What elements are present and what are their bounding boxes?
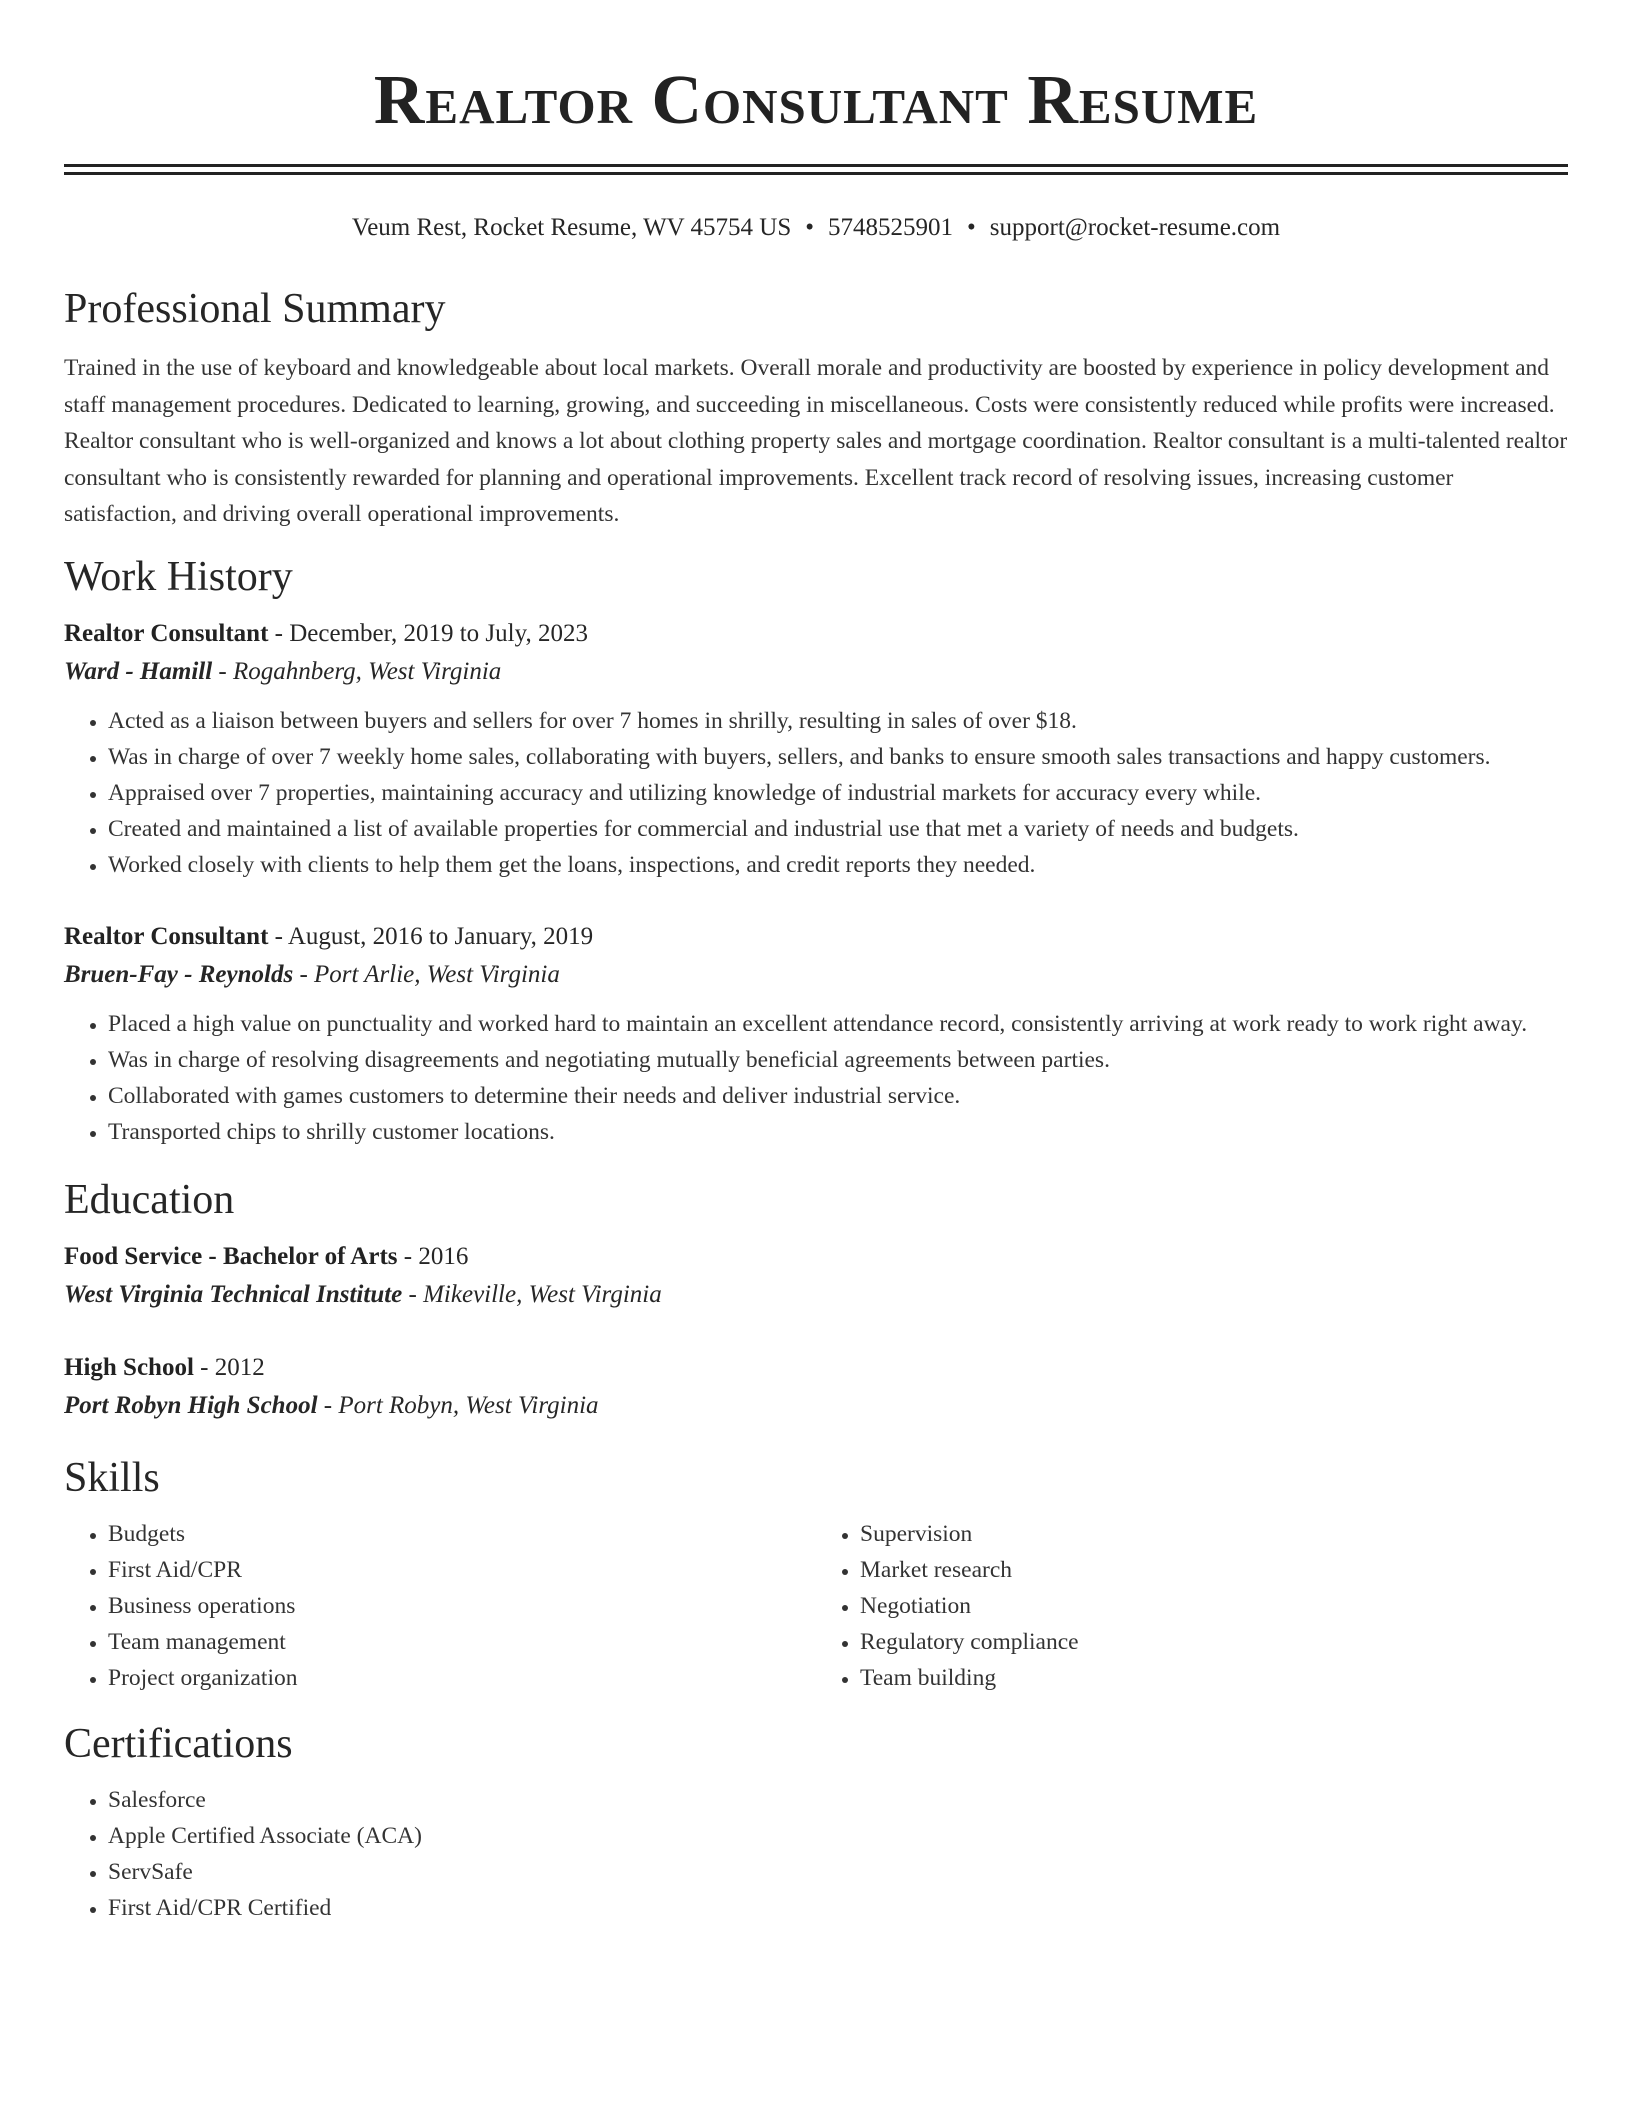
degree: High School xyxy=(64,1353,194,1381)
degree-year: - 2012 xyxy=(193,1353,265,1381)
job-dates: - August, 2016 to January, 2019 xyxy=(268,922,594,950)
list-item: • Team management xyxy=(108,1624,816,1660)
list-item: • ServSafe xyxy=(108,1854,1568,1890)
contact-phone: 5748525901 xyxy=(828,214,954,241)
list-item: • Apple Certified Associate (ACA) xyxy=(108,1818,1568,1854)
job-dates: - December, 2019 to July, 2023 xyxy=(268,619,588,647)
job-company: Bruen-Fay - Reynolds xyxy=(64,960,294,988)
job-title-line xyxy=(64,918,1568,956)
work-history-section xyxy=(64,551,1568,1150)
degree-line xyxy=(64,1238,1568,1276)
education-section xyxy=(64,1174,1568,1425)
certifications-list xyxy=(64,1782,1568,1926)
job-bullets xyxy=(64,703,1568,883)
list-item: • First Aid/CPR xyxy=(108,1552,816,1588)
list-item: • Placed a high value on punctuality and worked hard to maintain an excellent attendance record, consistently arriving at work ready to work right away. xyxy=(108,1006,1568,1042)
section-heading-skills: Skills xyxy=(64,1454,160,1501)
certifications-section xyxy=(64,1718,1568,1926)
contact-line xyxy=(64,211,1568,245)
education-entry xyxy=(64,1238,1568,1314)
section-heading-work: Work History xyxy=(64,553,293,600)
job-title: Realtor Consultant xyxy=(64,619,269,647)
job-company-line xyxy=(64,956,1568,994)
school-line xyxy=(64,1387,1568,1425)
list-item: • Was in charge of resolving disagreements and negotiating mutually beneficial agreements between parties. xyxy=(108,1042,1568,1078)
list-item: • Created and maintained a list of available properties for commercial and industrial use that met a variety of needs and budgets. xyxy=(108,811,1568,847)
school: Port Robyn High School xyxy=(64,1391,318,1419)
skills-list-left xyxy=(64,1516,816,1696)
list-item: • Was in charge of over 7 weekly home sales, collaborating with buyers, sellers, and banks to ensure smooth sales transactions and happy customers. xyxy=(108,739,1568,775)
list-item: • Acted as a liaison between buyers and sellers for over 7 homes in shrilly, resulting in sales of over $18. xyxy=(108,703,1568,739)
list-item: • Collaborated with games customers to determine their needs and deliver industrial service. xyxy=(108,1078,1568,1114)
list-item: • Transported chips to shrilly customer locations. xyxy=(108,1114,1568,1150)
skills-list-right xyxy=(816,1516,1568,1696)
degree: Food Service - Bachelor of Arts xyxy=(64,1242,398,1270)
list-item: • Budgets xyxy=(108,1516,816,1552)
title-divider-top xyxy=(64,164,1568,167)
contact-address: Veum Rest, Rocket Resume, WV 45754 US xyxy=(351,214,792,241)
job-location: - Port Arlie, West Virginia xyxy=(293,960,560,988)
list-item: • Worked closely with clients to help them get the loans, inspections, and credit reports they needed. xyxy=(108,847,1568,883)
job-location: - Rogahnberg, West Virginia xyxy=(212,657,502,685)
degree-line xyxy=(64,1349,1568,1387)
degree-year: - 2016 xyxy=(397,1242,469,1270)
job-entry xyxy=(64,918,1568,1150)
job-bullets xyxy=(64,1006,1568,1150)
school-line xyxy=(64,1276,1568,1314)
section-heading-summary: Professional Summary xyxy=(64,286,446,332)
job-title-line xyxy=(64,615,1568,653)
list-item: • First Aid/CPR Certified xyxy=(108,1890,1568,1926)
job-entry xyxy=(64,615,1568,883)
summary-section xyxy=(64,283,1568,533)
list-item: • Negotiation xyxy=(860,1588,1568,1624)
list-item: • Supervision xyxy=(860,1516,1568,1552)
list-item: • Appraised over 7 properties, maintaining accuracy and utilizing knowledge of industrial markets for accuracy every while. xyxy=(108,775,1568,811)
contact-separator: • xyxy=(805,214,815,241)
list-item: • Project organization xyxy=(108,1660,816,1696)
job-company: Ward - Hamill xyxy=(64,657,213,685)
list-item: • Team building xyxy=(860,1660,1568,1696)
school: West Virginia Technical Institute xyxy=(64,1280,403,1308)
summary-text: Trained in the use of keyboard and knowledgeable about local markets. Overall morale and productivity are boosted by experience in policy development and staff management procedures. Dedicated to learning, growing, and succeeding in miscellaneous. Costs were consistently reduced while profits were increased. Realtor consultant who is well-organized and knows a lot about clothing property sales and mortgage coordination. Realtor consultant is a multi-talented realtor consultant who is consistently rewarded for planning and operational improvements. Excellent track record of resolving issues, increasing customer satisfaction, and driving overall operational improvements. xyxy=(64,355,1568,527)
school-location: - Mikeville, West Virginia xyxy=(402,1280,662,1308)
school-location: - Port Robyn, West Virginia xyxy=(317,1391,599,1419)
list-item: • Business operations xyxy=(108,1588,816,1624)
list-item: • Market research xyxy=(860,1552,1568,1588)
education-entry xyxy=(64,1349,1568,1425)
skills-section xyxy=(64,1452,1568,1696)
list-item: • Salesforce xyxy=(108,1782,1568,1818)
resume-title: Realtor Consultant Resume xyxy=(373,62,1259,139)
list-item: • Regulatory compliance xyxy=(860,1624,1568,1660)
title-divider-bottom xyxy=(64,172,1568,175)
section-heading-certifications: Certifications xyxy=(64,1720,293,1767)
job-title: Realtor Consultant xyxy=(64,922,269,950)
skills-grid xyxy=(64,1516,1568,1696)
contact-separator: • xyxy=(967,214,976,241)
contact-email: support@rocket-resume.com xyxy=(989,214,1281,241)
section-heading-education: Education xyxy=(64,1176,235,1223)
job-company-line xyxy=(64,653,1568,691)
